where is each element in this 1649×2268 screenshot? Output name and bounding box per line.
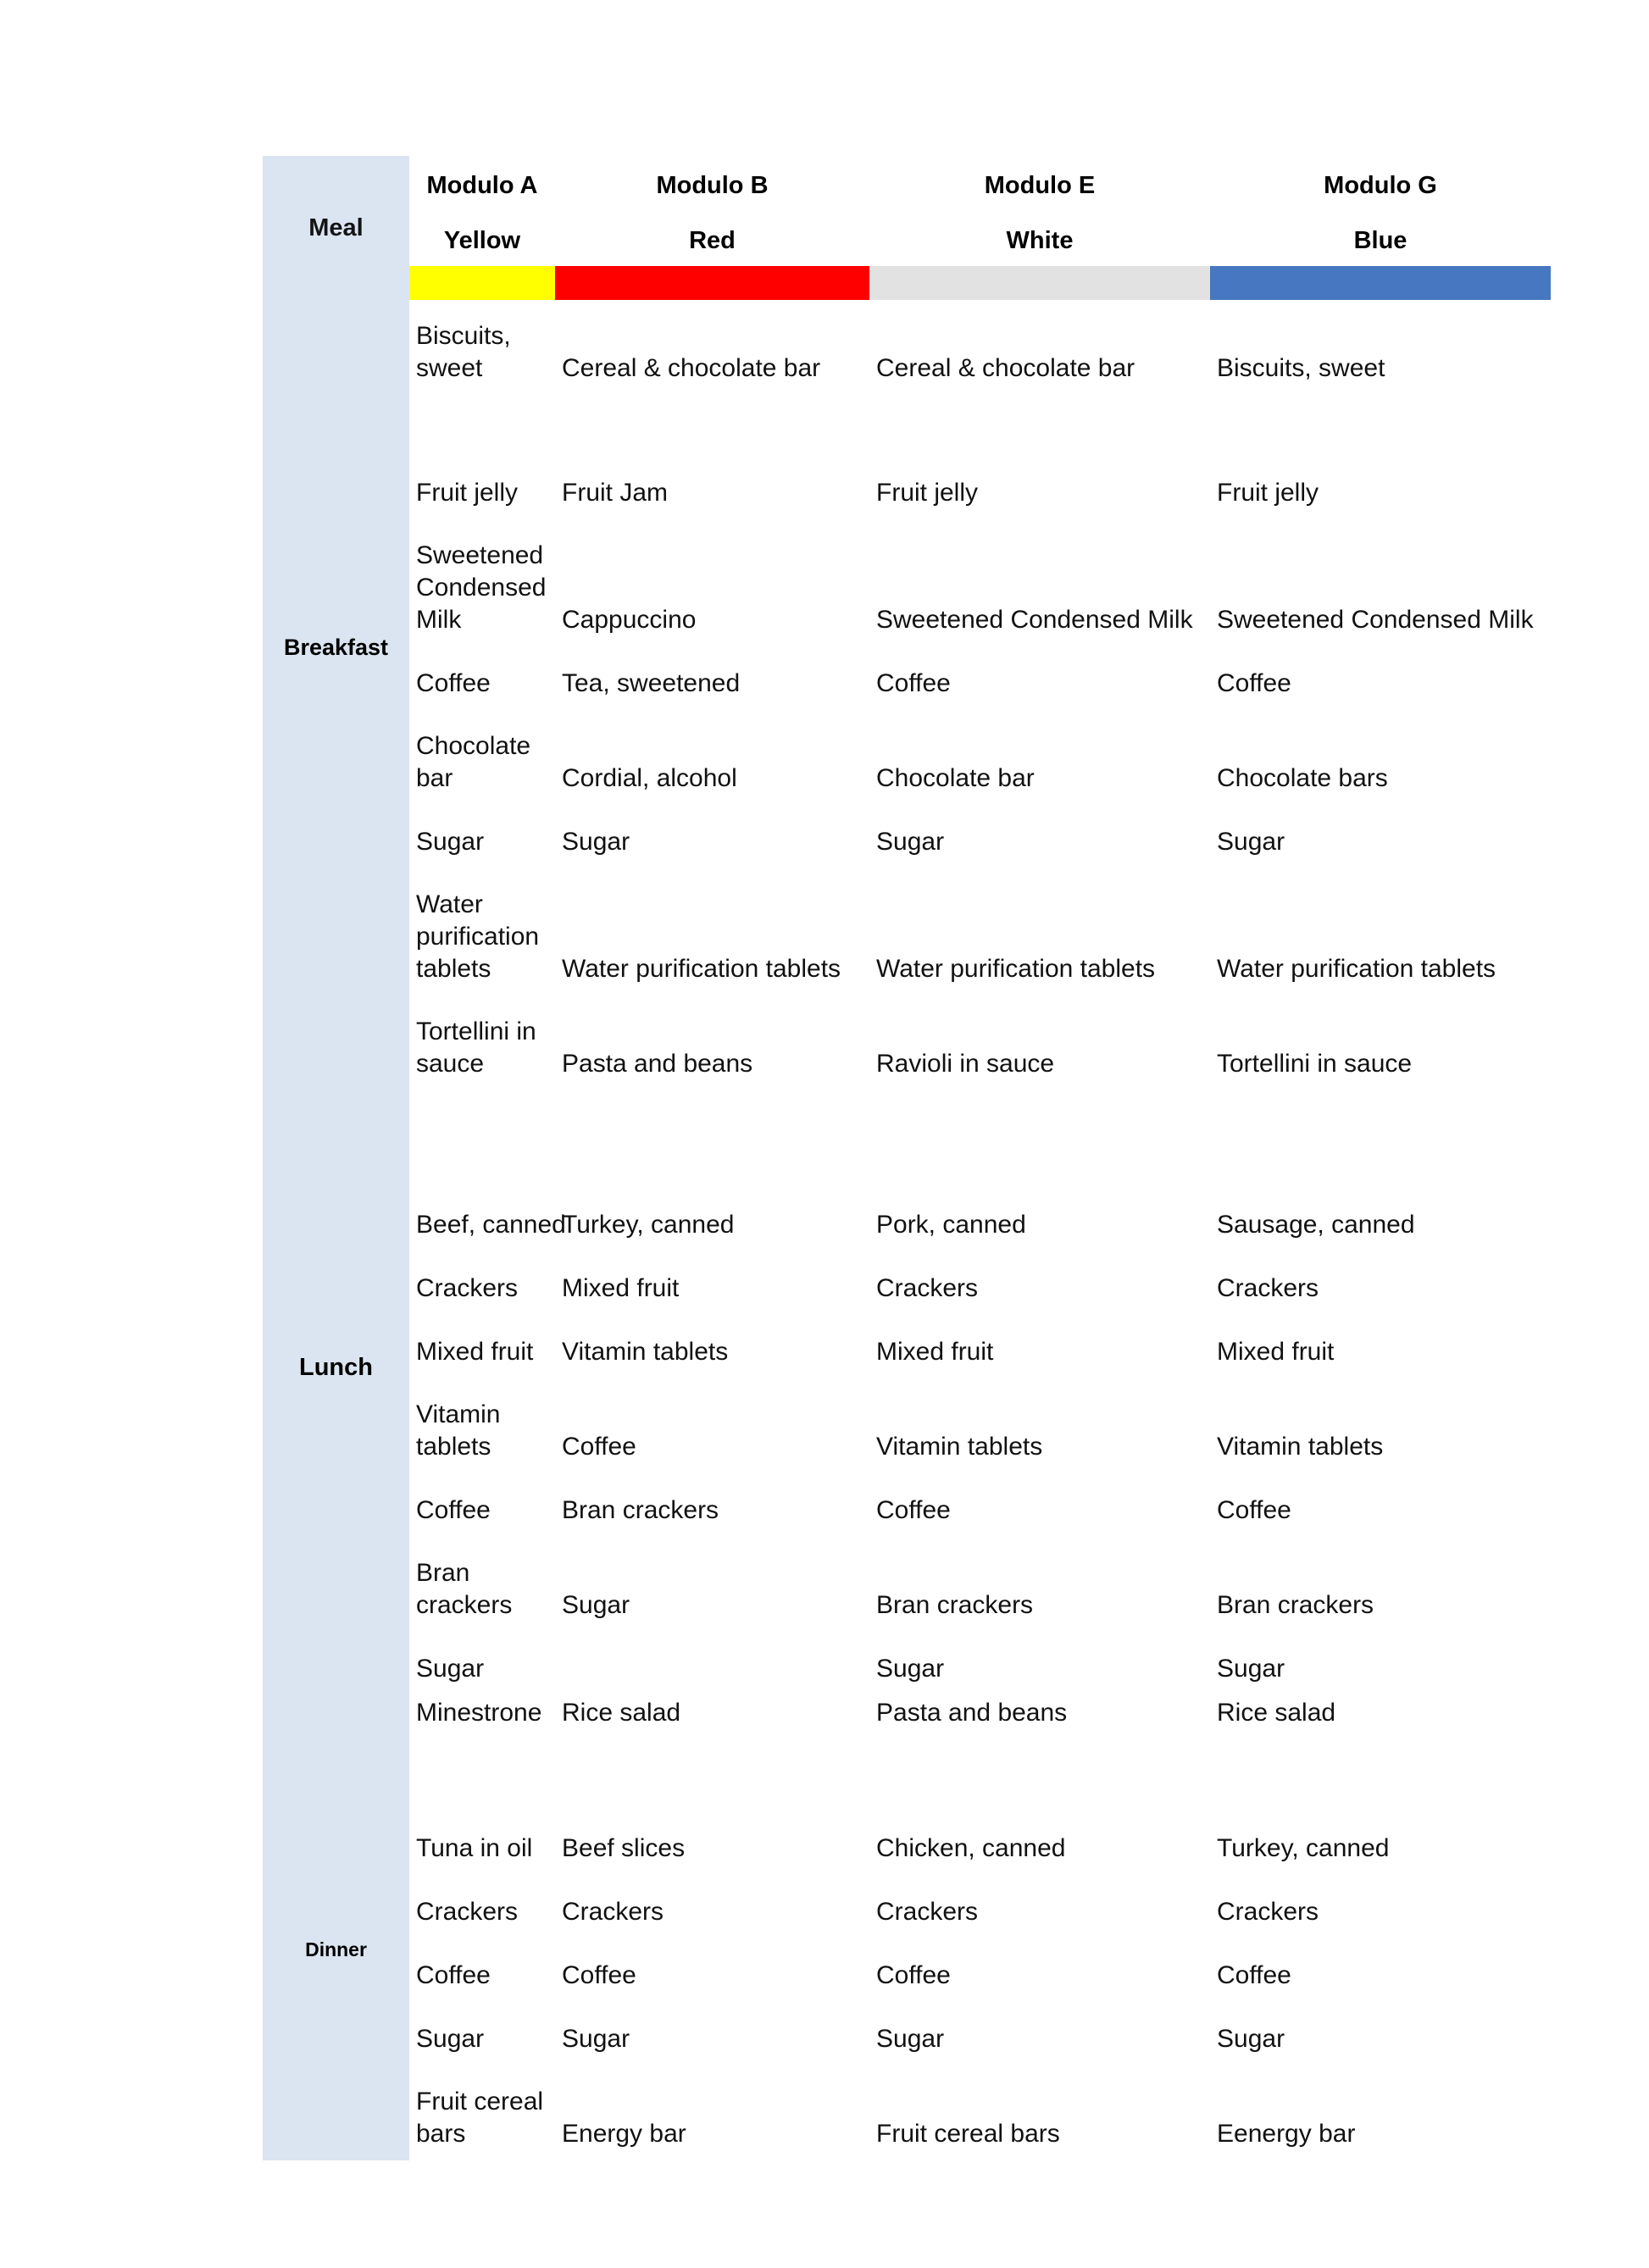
menu-cell: Coffee xyxy=(876,1961,951,1989)
menu-cell: Tortellini in sauce xyxy=(1217,1050,1413,1078)
menu-cell: Fruit jelly xyxy=(1217,479,1319,507)
module-e-name: Modulo E xyxy=(984,171,1096,199)
menu-cell: Sugar xyxy=(1217,828,1285,856)
table-row xyxy=(263,1188,1551,1251)
section-label-lunch xyxy=(263,995,409,1739)
menu-cell: Coffee xyxy=(1217,669,1291,697)
menu-cell: Coffee xyxy=(416,1496,491,1524)
empty-cell xyxy=(1210,1739,1551,1811)
menu-cell: Vitamin tablets xyxy=(416,1400,501,1461)
header-row-colors xyxy=(263,215,1551,266)
menu-cell: Bran crackers xyxy=(876,1591,1034,1619)
dinner-label: Dinner xyxy=(305,1938,367,1960)
menu-cell: Sugar xyxy=(876,1655,945,1683)
menu-cell: Cereal & chocolate bar xyxy=(562,354,821,382)
module-e-color-label: White xyxy=(1006,226,1074,254)
table-row-spacer xyxy=(263,1739,1551,1811)
menu-cell: Ravioli in sauce xyxy=(876,1050,1055,1078)
empty-cell xyxy=(555,395,869,456)
menu-cell: Cappuccino xyxy=(562,606,697,634)
menu-cell: Mixed fruit xyxy=(562,1274,680,1302)
menu-cell: Tortellini in sauce xyxy=(416,1018,536,1078)
menu-cell: Crackers xyxy=(416,1274,519,1302)
empty-cell xyxy=(869,1090,1210,1188)
menu-cell: Sugar xyxy=(416,1655,485,1683)
menu-cell: Rice salad xyxy=(562,1699,681,1727)
menu-cell: Fruit jelly xyxy=(416,479,519,507)
table-row xyxy=(263,1695,1551,1739)
table-row xyxy=(263,1537,1551,1632)
module-a-color-bar xyxy=(409,266,555,300)
menu-cell: Sugar xyxy=(416,2025,485,2053)
menu-cell: Turkey, canned xyxy=(1217,1834,1390,1862)
table-row xyxy=(263,519,1551,646)
module-e-color-bar xyxy=(869,266,1210,300)
menu-cell: Sugar xyxy=(876,2025,945,2053)
menu-cell: Beef slices xyxy=(562,1834,686,1862)
module-g-color-label: Blue xyxy=(1353,226,1407,254)
menu-cell: Coffee xyxy=(1217,1961,1291,1989)
menu-cell: Fruit jelly xyxy=(876,479,979,507)
menu-cell: Sugar xyxy=(562,2025,630,2053)
section-label-dinner xyxy=(263,1739,409,2160)
menu-cell: Eenergy bar xyxy=(1217,2120,1356,2148)
table-row xyxy=(263,805,1551,868)
menu-cell: Coffee xyxy=(416,669,491,697)
menu-cell: Mixed fruit xyxy=(416,1338,534,1366)
module-a-name: Modulo A xyxy=(426,171,538,199)
empty-cell xyxy=(555,1090,869,1188)
empty-cell xyxy=(409,1739,555,1811)
menu-cell: Sugar xyxy=(416,828,485,856)
empty-cell xyxy=(1210,1090,1551,1188)
menu-cell: Tuna in oil xyxy=(416,1834,533,1862)
menu-cell: Cereal & chocolate bar xyxy=(876,354,1135,382)
menu-cell: Sugar xyxy=(1217,1655,1285,1683)
table-row xyxy=(263,995,1551,1090)
menu-cell: Water purification tablets xyxy=(416,890,540,983)
table-row xyxy=(263,2066,1551,2160)
menu-cell: Crackers xyxy=(1217,1274,1319,1302)
empty-cell xyxy=(869,395,1210,456)
meal-plan-table xyxy=(263,156,1551,2160)
table-row xyxy=(263,2002,1551,2066)
menu-cell: Chocolate bar xyxy=(876,764,1035,792)
module-b-color-bar xyxy=(555,266,869,300)
table-row xyxy=(263,1811,1551,1875)
table-row xyxy=(263,1378,1551,1473)
menu-cell: Sugar xyxy=(562,1591,630,1619)
menu-cell: Bran crackers xyxy=(562,1496,719,1524)
menu-cell: Sweetened Condensed Milk xyxy=(416,541,547,634)
table-row xyxy=(263,1473,1551,1537)
menu-cell: Mixed fruit xyxy=(1217,1338,1335,1366)
empty-cell xyxy=(555,1632,869,1695)
menu-cell: Sugar xyxy=(876,828,945,856)
menu-cell: Sugar xyxy=(1217,2025,1285,2053)
breakfast-label: Breakfast xyxy=(283,635,389,660)
meal-header-label: Meal xyxy=(308,213,364,241)
menu-cell: Cordial, alcohol xyxy=(562,764,737,792)
menu-cell: Coffee xyxy=(876,669,951,697)
menu-cell: Chocolate bars xyxy=(1217,764,1388,792)
menu-cell: Vitamin tablets xyxy=(1217,1433,1384,1461)
header-row-modules xyxy=(263,156,1551,215)
menu-cell: Crackers xyxy=(1217,1898,1319,1926)
section-label-breakfast xyxy=(263,300,409,995)
table-row xyxy=(263,300,1551,395)
table-row-spacer xyxy=(263,395,1551,456)
menu-cell: Chicken, canned xyxy=(876,1834,1066,1862)
table-row xyxy=(263,710,1551,805)
menu-cell: Chocolate bar xyxy=(416,732,531,792)
menu-cell: Vitamin tablets xyxy=(562,1338,729,1366)
empty-cell xyxy=(555,1739,869,1811)
menu-cell: Biscuits, sweet xyxy=(416,322,511,382)
menu-cell: Bran crackers xyxy=(1217,1591,1374,1619)
menu-cell: Sweetened Condensed Milk xyxy=(876,606,1193,634)
menu-cell: Water purification tablets xyxy=(562,955,841,983)
menu-cell: Water purification tablets xyxy=(876,955,1156,983)
menu-cell: Rice salad xyxy=(1217,1699,1336,1727)
table-row xyxy=(263,1251,1551,1315)
menu-cell: Tea, sweetened xyxy=(562,669,741,697)
menu-cell: Fruit cereal bars xyxy=(876,2120,1060,2148)
menu-cell: Minestrone xyxy=(416,1699,542,1727)
module-b-color-label: Red xyxy=(689,226,736,254)
menu-cell: Crackers xyxy=(876,1274,979,1302)
empty-cell xyxy=(409,1090,555,1188)
menu-cell: Beef, canned xyxy=(416,1211,566,1239)
header-row-color-bars xyxy=(263,266,1551,300)
menu-cell: Pork, canned xyxy=(876,1211,1026,1239)
lunch-label: Lunch xyxy=(299,1353,373,1381)
menu-cell: Fruit cereal bars xyxy=(416,2088,544,2148)
menu-cell: Sugar xyxy=(562,828,630,856)
menu-cell: Water purification tablets xyxy=(1217,955,1496,983)
menu-cell: Coffee xyxy=(416,1961,491,1989)
menu-cell: Pasta and beans xyxy=(562,1050,753,1078)
table-row xyxy=(263,1632,1551,1695)
menu-cell: Mixed fruit xyxy=(876,1338,994,1366)
menu-cell: Coffee xyxy=(876,1496,951,1524)
menu-cell: Crackers xyxy=(562,1898,664,1926)
table-row xyxy=(263,1875,1551,1938)
menu-cell: Coffee xyxy=(1217,1496,1291,1524)
menu-cell: Biscuits, sweet xyxy=(1217,354,1385,382)
menu-cell: Sweetened Condensed Milk xyxy=(1217,606,1534,634)
empty-cell xyxy=(409,395,555,456)
empty-cell xyxy=(1210,395,1551,456)
table-row xyxy=(263,646,1551,710)
menu-cell: Crackers xyxy=(876,1898,979,1926)
table-row xyxy=(263,1315,1551,1378)
module-a-color-label: Yellow xyxy=(443,226,521,254)
module-g-name: Modulo G xyxy=(1324,171,1437,199)
menu-cell: Turkey, canned xyxy=(562,1211,735,1239)
module-g-color-bar xyxy=(1210,266,1551,300)
menu-cell: Vitamin tablets xyxy=(876,1433,1043,1461)
table-row xyxy=(263,1938,1551,2002)
menu-cell: Fruit Jam xyxy=(562,479,669,507)
empty-cell xyxy=(869,1739,1210,1811)
menu-cell: Pasta and beans xyxy=(876,1699,1068,1727)
meal-column-header xyxy=(263,156,409,300)
menu-cell: Energy bar xyxy=(562,2120,686,2148)
table-row xyxy=(263,868,1551,995)
menu-cell: Bran crackers xyxy=(416,1559,513,1619)
menu-cell: Sausage, canned xyxy=(1217,1211,1415,1239)
table-row xyxy=(263,456,1551,519)
table-row-spacer xyxy=(263,1090,1551,1188)
module-b-name: Modulo B xyxy=(656,171,769,199)
menu-cell: Coffee xyxy=(562,1961,636,1989)
menu-cell: Coffee xyxy=(562,1433,636,1461)
menu-cell: Crackers xyxy=(416,1898,519,1926)
